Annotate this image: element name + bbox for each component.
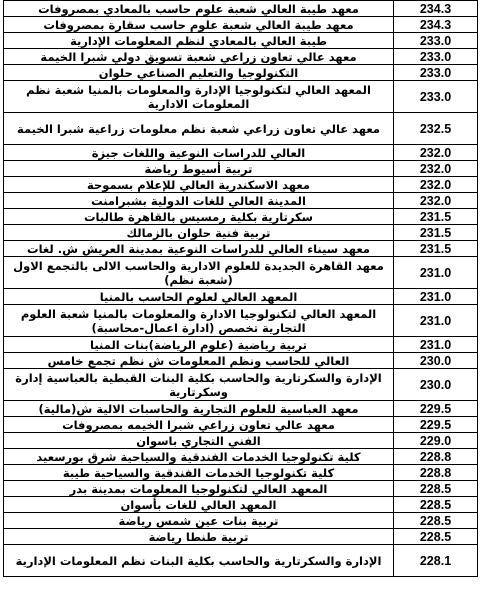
table-row	[4, 353, 478, 369]
min-score-cell: 232.0	[394, 177, 478, 193]
institute-name-cell: الفني التجاري باسوان	[4, 433, 394, 449]
institute-name-cell: سكرتارية بكلية رمسيس بالقاهرة طالبات	[4, 209, 394, 225]
min-score-cell: 228.5	[394, 529, 478, 545]
institute-name-cell: المعهد العالي لتكنولوجيا المعلومات بمدينة بدر	[4, 481, 394, 497]
institute-name-cell: المعهد العالي لعلوم الحاسب بالمنيا	[4, 289, 394, 305]
institute-name-cell: كلية تكنولوجيا الخدمات الفندقية والسياحية طيبة	[4, 465, 394, 481]
table-row	[4, 417, 478, 433]
table-row	[4, 145, 478, 161]
min-score-cell: 231.0	[394, 289, 478, 305]
min-score-cell: 233.0	[394, 49, 478, 65]
table-row	[4, 49, 478, 65]
institute-name-cell: كلية تكنولوجيا الخدمات الفندقية والسياحية شرق بورسعيد	[4, 449, 394, 465]
min-score-cell: 229.5	[394, 417, 478, 433]
institute-name-cell: تربية فنية حلوان بالزمالك	[4, 225, 394, 241]
table-row	[4, 193, 478, 209]
table-row	[4, 401, 478, 417]
institute-name-cell: معهد الاسكندرية العالي للإعلام بسموحة	[4, 177, 394, 193]
institute-name-cell: المعهد العالي لتكنولوجيا الإدارة والمعلومات بالمنيا شعبة نظم المعلومات الادارية	[4, 81, 394, 113]
min-score-cell: 231.5	[394, 209, 478, 225]
results-table	[3, 0, 478, 577]
min-score-cell: 231.0	[394, 337, 478, 353]
min-score-cell: 229.0	[394, 433, 478, 449]
min-score-cell: 233.0	[394, 81, 478, 113]
institute-name-cell: طيبة العالي بالمعادي لنظم المعلومات الإدارية	[4, 33, 394, 49]
min-score-cell: 228.8	[394, 449, 478, 465]
institute-name-cell: الإدارة والسكرتارية والحاسب بكلية البنات نظم المعلومات الإدارية	[4, 545, 394, 577]
institute-name-cell: معهد عالي تعاون زراعي شعبة نظم معلومات زراعية شبرا الخيمة	[4, 113, 394, 145]
institute-name-cell: المعهد العالي لتكنولوجيا الادارة والمعلومات بالمنيا شعبة العلوم التجارية تخصص (ادارة اعمال-محاسبة)	[4, 305, 394, 337]
min-score-cell: 228.5	[394, 497, 478, 513]
institute-name-cell: تربية طنطا رياضة	[4, 529, 394, 545]
table-row	[4, 177, 478, 193]
institute-name-cell: التكنولوجيا والتعليم الصناعي حلوان	[4, 65, 394, 81]
min-score-cell: 228.1	[394, 545, 478, 577]
institute-name-cell: الإدارة والسكرتارية والحاسب بكلية البنات القبطية بالعباسية إدارة وسكرتارية	[4, 369, 394, 401]
institute-name-cell: تربية رياضية (علوم الرياضة)بنات المنيا	[4, 337, 394, 353]
table-row	[4, 529, 478, 545]
table-row	[4, 225, 478, 241]
table-row	[4, 65, 478, 81]
min-score-cell: 233.0	[394, 65, 478, 81]
institute-name-cell: المدينة العالي للغات الدولية بشبرامنت	[4, 193, 394, 209]
table-row	[4, 113, 478, 145]
min-score-cell: 232.0	[394, 161, 478, 177]
table-row	[4, 513, 478, 529]
min-score-cell: 234.3	[394, 1, 478, 17]
min-score-cell: 233.0	[394, 33, 478, 49]
institute-name-cell: معهد العباسية للعلوم التجارية والحاسبات الالية ش(مالية)	[4, 401, 394, 417]
institute-name-cell: معهد طيبة العالي شعبة علوم حاسب بالمعادي بمصروفات	[4, 1, 394, 17]
table-row	[4, 497, 478, 513]
institute-name-cell: المعهد العالي للغات بأسوان	[4, 497, 394, 513]
table-row	[4, 161, 478, 177]
min-score-cell: 231.0	[394, 257, 478, 289]
min-score-cell: 232.0	[394, 145, 478, 161]
institute-name-cell: العالي للحاسب ونظم المعلومات ش نظم تجمع خامس	[4, 353, 394, 369]
table-row	[4, 81, 478, 113]
institute-name-cell: تربية أسيوط رياضة	[4, 161, 394, 177]
results-table-body	[4, 1, 478, 577]
min-score-cell: 231.0	[394, 305, 478, 337]
table-row	[4, 433, 478, 449]
min-score-cell: 234.3	[394, 17, 478, 33]
institute-name-cell: معهد طيبة العالي شعبة علوم حاسب سقارة بمصروفات	[4, 17, 394, 33]
table-row	[4, 369, 478, 401]
min-score-cell: 230.0	[394, 369, 478, 401]
institute-name-cell: معهد عالي تعاون زراعي شعبة تسويق دولي شبرا الخيمة	[4, 49, 394, 65]
min-score-cell: 231.5	[394, 241, 478, 257]
min-score-cell: 228.5	[394, 481, 478, 497]
min-score-cell: 232.5	[394, 113, 478, 145]
institute-name-cell: تربية بنات عين شمس رياضة	[4, 513, 394, 529]
institute-name-cell: معهد سيناء العالي للدراسات النوعية بمدينة العريش ش. لغات	[4, 241, 394, 257]
table-row	[4, 449, 478, 465]
table-row	[4, 465, 478, 481]
table-row	[4, 481, 478, 497]
min-score-cell: 228.5	[394, 513, 478, 529]
table-row	[4, 305, 478, 337]
table-row	[4, 337, 478, 353]
table-row	[4, 289, 478, 305]
table-row	[4, 33, 478, 49]
min-score-cell: 228.8	[394, 465, 478, 481]
table-row	[4, 241, 478, 257]
table-row	[4, 545, 478, 577]
table-row	[4, 257, 478, 289]
min-score-cell: 229.5	[394, 401, 478, 417]
table-row	[4, 209, 478, 225]
min-score-cell: 230.0	[394, 353, 478, 369]
min-score-cell: 231.5	[394, 225, 478, 241]
institute-name-cell: معهد عالي تعاون زراعي شبرا الخيمه بمصروفات	[4, 417, 394, 433]
institute-name-cell: معهد القاهرة الجديدة للعلوم الادارية والحاسب الالى بالتجمع الاول (شعبة نظم)	[4, 257, 394, 289]
table-row	[4, 1, 478, 17]
table-row	[4, 17, 478, 33]
min-score-cell: 232.0	[394, 193, 478, 209]
institute-name-cell: العالي للدراسات النوعية واللغات جيزة	[4, 145, 394, 161]
